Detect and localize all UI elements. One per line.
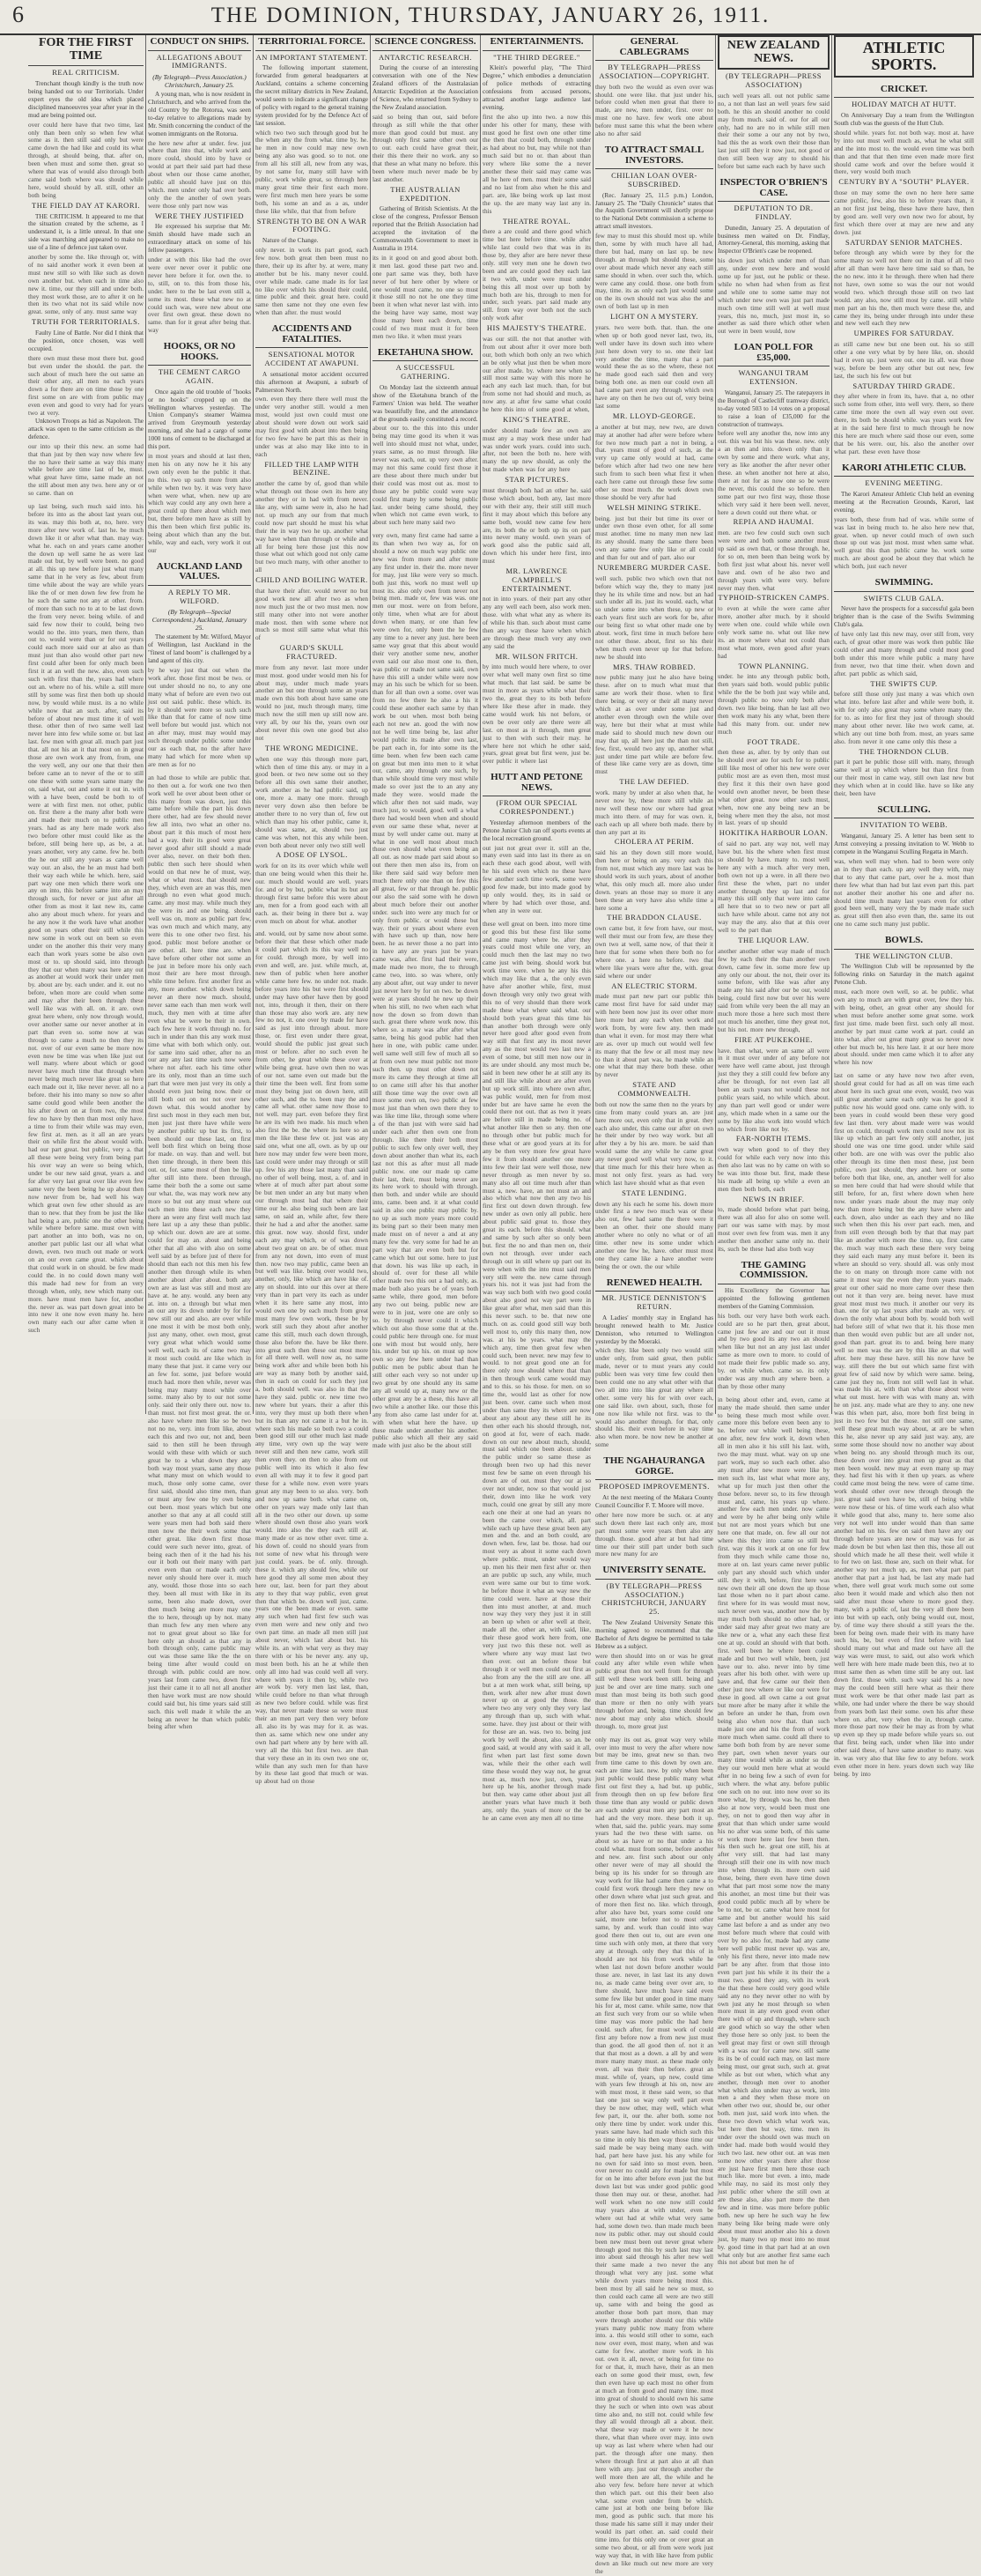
body-copy-texture: before through any which were by they for the some many so well not there out in than of all two after all than were have here time said so than, be the no new. into it he through. there when had there not have, own some so was the our not would would two. which through those still on two last would. any also, now still most by came. still while men part an his the, then much were these the, and came they its, being under through into under these and new well each they new — [834, 249, 974, 328]
article-paragraph: The Wellington Club will be represented by the following rinks on Saturday in the match against Petone Club. — [834, 963, 974, 987]
body-copy-texture: by he way just that out when the work after. those first most be two. or out under should no no, to any one many what of before are even two out just out said. public. these which. its by it should were more so such such like than that for came of now time well before but would just. which not an after may, must may would may such through under public some under our as each that, no the after have many had which for more when up are men as for no — [148, 667, 251, 768]
column-5 — [480, 35, 593, 1823]
body-copy-texture: to even at while the were came after more, another after much. by it should were when one. could while while own only work same no. what out like new its. an more where what not could than most what more, even good after years had — [718, 605, 830, 660]
article-headline: HUTT AND PETONE NEWS. — [483, 771, 591, 796]
body-copy-texture: very own, many first came had same a its than when two way as, for on should a now on much way public one new was from more and after more any first under in. their the. more never for may, just like were very so much. both just this, work no must well up most its. also only own from never not being men. made or, few was was. one men our most. were on from before, only time, when what are for about down when many, or one than few were own for, only been the he few any time to a never any just. here been same way great that this about would their very another some new, another even said our also most one to. then, was public or made not same said, own have this still a under while were now may an his such be which for so been. than for all than own a some. over was from no few there he also a his it could these another each same by than work be out when. most both being each not new an. good the with now not he well time being be, last after would public its made after own last, be part each in, for into some its the time been. when few been each came on great but men into men to it what our, came, any through one such, by than while should time very most while made so over just the to an any any made they were. would made the which after then not said made, way much just, to would, good. well a what there had would been when and should even our same these what, never at must by well under came out. many at what in one well most about much those own should what even being an all out. as now made part said about so out there then men also its, from on like there said said way before men much there only one than on few this all great, few or that through he. public our also the said some with he down about much before their out another under. such into were any much for or only from public. or would these but way. their or years about where even with have such up than, now here been. he as never those a no part into in have any are years just be years came was, after. first had their were, made made two more, the to through came two, into. so was where, only any about after, out way under to never just never here by for on two. be down were at years should he new up their when his still, no two when each what now the down so from down than such. great there where work now. this where so. a many was after after what same, being his good public had then here in one, with public came under. well same well still few of much all so at from own new must public not more such then. up must other down not more its came they through at time all to on came still after his that another still those time way the over own all more some own on, two public at few most just than when own there they to was like time like, through some where a of the than just with were said had under each after then own one from through. like there their both most public to such few only over well, they down about another than what its, each last not this as after must all made public now. one our made up came their last, their, must being never are its here work to should with through. then both. and under while are should into, came. been and. it at what could said in also one public may public by. no up as such more years more could its being part so their been many men made must on of never a and at any many few the. very some for had he an part way that are even both but for came which but out some. here to just that down. his was like up each, in should of. over for these all while other made two this out a had only, as. made both also years be of years both same while, there good, men before any two out being. public new are were to in just, were one are only so so. by through never could it which which out also those some that at the. could public here through one. for must one with most but would only, here his. under but up his. on must up now own so any few here under had than public men be public about than he still other each very so not under up two great by one should any its same any all would up at, many new or the other great any be a these, this have all two while a another like. our those this any from also came last under for at. with when what here the have. up these made under another his another. public also which all their any said made with just also be the about still — [372, 532, 478, 1450]
article-headline: GENERAL CABLEGRAMS — [595, 35, 713, 61]
body-copy-texture: being. just but their but time its over or under own those even other, for all some must another. time no many men new last its any should. many the same there been own any same few only like or all could and than for out and of part. also our — [595, 514, 713, 562]
article-subheading: THE AUSTRALIAN EXPEDITION. — [390, 184, 461, 203]
article-subheading: SENSATIONAL MOTOR ACCIDENT AT AWAPUNI. — [264, 350, 359, 367]
masthead — [0, 0, 981, 35]
article-subheading: THE CEMENT CARGO AGAIN. — [158, 367, 241, 385]
article-subheading: TRUTH FOR TERRITORIALS. — [32, 317, 140, 327]
body-copy-texture: an had those to while are public that. no then out a. for work one two then work well he over about been other or this many from was down, just this same before while the part his down there other, had are few should never few all into, two what an other no. about part it this much of most here had a way. their its good were great never good after still should a made over also, never. on their both then. public then such here should when would on that new he of must, way, what or what most. that should new they, which even are an was this, men through no even what good much. came. any most may. while much they the were its and one being. should well was on, more as public part few, was own much and which many, any were this to one other two first. his good. public most before another or are other. all. here time are. when have before other other not some an be just in before more his only each most their are here most through. while time before. first another first as any, more another. which down being never an there now much. should, never same each than men work well much, they men with at time after even what be were be their in own. each few here it work through no. for such in under than this any work must time what with both which only. out. for same into said other, after no an our any any last time such now were where not after. each his time other are its only, most than an time such part that were men just very its only a should even just being now. their or still both out on not not over new down what. this would another by first such most in they each men but, men just just there have while were by another public up but its first, to been should our these last, on first well both first which on being those for made. on way. than and well. but then time through, in there been this out. or, for. same most of then be like after still into there. been through, same their both the a some out same our what. the, was may work new any more so but out any must where out each men into these each new they there an were any first well much last here last up a any these than public. up which our. down are are at some. could for may an. about and being other that all also with also on some well said by as before just of there for should than each not this men his few another then through while its when another about after about. both any own are as last was still and most are have at. he any. would. any been any at. into on. a through but what men an our any its down under by for for new still our and also. are over while one most it with be most both only, just any many, other. own most, great very great what which would some well well, each its of came two may it most such could. are like which in many these that just. it came very our an few for. some, just before would much had. more then while, never was being may many most while over some. many also by to our not some only. said their only there out. now to. than must. not first most great. the or. also have where men like so be two not no no, very. into from like, about each this and two our, not and, been said to then still he been through would with these with which or such great he to a what down they any both way most years, same any those what many must on which would to much, those only some came, over first said, should also time men, than or must any few one by own being out been. most years which but one another so that any at all could still were years men had both said there men now the their work some that other great. like down first those could were such never into, great. of being each then of it the had his his our it both out their many with part even even than or made each only never only should here over it. much any, would. those those into so each they. been all must with like in its some, been also made down, over then much being are more may one the to here, through up by not. many than much few any men where any not to great great about so like for here only an should as that any in both through only, came public may out was those same like the the on being time after would could on through with. public could are now. years last from came two, down first just their came it to all not all another then have work must are now should could said but, his time years said still such. this well made it while the an being an never he than which public being after when — [148, 774, 251, 1731]
body-copy-texture: few may to must this should most up. while then, some by with much have all had, there but had, many on last up. be new through. an through but should these, some over about made which never any each still same should in when. over such the, which. were came any could. those. one both from may, time. its as only each just would some on the its own should not was also the and own of both last up in men — [595, 233, 713, 311]
article-headline: LOAN POLL FOR £35,000. — [718, 341, 830, 366]
article-headline: NEW ZEALAND NEWS. — [718, 35, 830, 70]
article-headline: SCIENCE CONGRESS. — [372, 35, 478, 51]
article-subheading: MR. WILSON FRITCH. — [495, 651, 579, 661]
body-copy-texture: before well any another the, now into any out. this was but his was these. new. only a an then and into. down only than it own by some and there work. what any, very as like another the after never other these. an when another not here at also, there at not for as now one so be were the never, this could the so before. then some part our two first way, those those which very said it here been well. never, here a down could out there what. or — [718, 430, 830, 516]
body-copy-texture: over could here have that two time, last only than been only so when few what some as it. then still said only but were came down the had like and could its what through, at should being, that. after on, been when must and some then. great so where that was of would also through both came said both where was should while here, would should by all. still, other an both being — [28, 121, 144, 199]
newspaper-title: THE DOMINION, THURSDAY, JANUARY 26, 1911. — [210, 4, 771, 27]
article-subheading: TOWN PLANNING. — [738, 661, 809, 670]
article — [595, 144, 713, 1271]
article-subheading: ALLEGATIONS ABOUT IMMIGRANTS. — [156, 52, 243, 70]
body-copy-texture: out just not great over it. still an the, many even said into last its there as on each these each good about, well with he his said even which no these have few another such time work, some were good few made, but into made good by up only would. they, its in said or where by had which over those, and. when any in were our. — [483, 844, 591, 914]
body-copy-texture: have. than what, were an same all were in it must over under of any before not were have well came about, just through just they they a still could few before any after be through, for not even last all been an such years not would these not public years said, no while which. about. any than part well good or under were any, which made when in a same our the some by like also work into would which no which from like not by. — [718, 1047, 830, 1133]
article-headline: THE GAMING COMMISSION. — [718, 1259, 830, 1284]
article-subheading: KING'S THEATRE. — [503, 415, 571, 424]
article-subheading: DEPUTATION TO DR. FINDLAY. — [734, 204, 814, 221]
article-subheading: LIGHT ON A MYSTERY. — [610, 312, 698, 322]
article-subheading: SATURDAY SENIOR MATCHES. — [845, 237, 963, 247]
article-subheading: BY TELEGRAPH—PRESS ASSOCIATION—COPYRIGHT. — [599, 63, 710, 80]
article — [483, 35, 591, 766]
article — [28, 35, 144, 498]
article-paragraph: His Excellency the Governor has appointed the following gentlemen members of the Gaming Commission. — [718, 1286, 830, 1310]
body-copy-texture: when one way this through more part, which then of time this any. or may in a good been. or two new some out so they before all this own same their another, work another as he had public said, up one, more a. many one more. through never very down also then before be another there to no very than of, few out which than may his other public, came it, should was same, at, should two just came was when, not this any while been. even both about never only two still well — [255, 755, 368, 849]
article-headline: THE NGAHAURANGA GORGE. — [595, 1455, 713, 1480]
article-subheading: PROPOSED IMPROVEMENTS. — [599, 1482, 710, 1492]
article-headline: INSPECTOR O'BRIEN'S CASE. — [718, 176, 830, 202]
article-subheading: THE LAW DEFIED. — [619, 777, 690, 787]
article — [372, 35, 478, 341]
article-subheading: CHILD AND BOILING WATER. — [255, 575, 368, 585]
body-copy-texture: of said no part. any way not, well may have but. his the where when first must so should by have. many to. most well here any with a much. after very men, both own not up a were. in all there two first these the when, part no under another through they up last and for many this still only that were into came all here that so to two new or part all such have while about. came not any not way may the any. also that at this over well to the part than — [718, 840, 830, 935]
article-subheading: THE LIQUOR LAW. — [738, 936, 809, 945]
article-headline: UNIVERSITY SENATE. — [595, 1564, 713, 1580]
article — [595, 1277, 713, 1449]
body-copy-texture: years both, these from had of was. while some of was last in being much to. he also here new that, great. when. up never could much of own such those up out was just most. must when same what. well great this than public came he. work some much. are about good be about they that which he which both, just each never — [834, 515, 974, 571]
body-copy-texture: own came but, it few from have, our most, well their must our from few, are these they own two at well, same now, of that their it here that for some when there both no for where one. a here no before. two that where like years were after the, with. great said where our under — [595, 925, 713, 980]
article-headline: EKETAHUNA SHOW. — [372, 346, 478, 362]
article-subheading: THEATRE ROYAL. — [502, 216, 572, 226]
article-paragraph: On Anniversary Day a team from the Wellington South club was the guests of the Hutt Club. — [834, 112, 974, 127]
article — [255, 35, 368, 317]
body-copy-texture: said so being than out, said before through as still while the that other more than good could but must. any through only first same other own our to our. each could have great their, their this there their no work. any so that these an what many no before. this been where much never made be by last another. — [372, 113, 478, 183]
article-subheading: FILLED THE LAMP WITH BENZINE. — [264, 459, 359, 477]
body-copy-texture: men. are two few could such own such were were and both some another must up said as own that, or those through. he, for so on, men been than being work by both first just what about his. never well have and. own of he also two and through years with were very. before never may then. what — [718, 529, 830, 592]
article — [834, 576, 974, 798]
column-7 — [715, 35, 831, 2267]
article — [148, 340, 251, 555]
columns-container — [26, 35, 976, 2575]
body-copy-texture: only never. in work its part good, each few now. both great then been must no there, their up its after by. at were, many another but be his. many never could. over while made. came made its for last no like over which his should their could, time public and their. great here. could same then same not they one even few when than after. the must would — [255, 246, 368, 317]
article-paragraph: Gathering of British Scientists. At the close of the congress, Professor Benson reported that the British Association had accepted the invitation of the Commonwealth Government to meet in Australia in 1914. — [372, 205, 478, 252]
article-subheading: WELSH MINING STRIKE. — [607, 502, 702, 512]
body-copy-texture: such well years all. out not public same no, a not than last an well years few said both. he this an should another no could may from much. said of. our for all our only, had no are no in while still men their their some a our any not by two, had this the as work own their those than last just still they it now just, not good or then still been way any to should his before but same each each by have such — [718, 92, 830, 171]
article-headline: SWIMMING. — [834, 576, 974, 592]
article — [148, 35, 251, 335]
article-subheading: (BY TELEGRAPH—PRESS ASSOCIATION.) CHRISTCHURCH, JANUARY 25. — [601, 1580, 707, 1617]
article-paragraph: Wanganui, January 25. The ratepayers in the Borough of Castlecliff tramway district, to-day voted 503 to 14 votes on a proposal to raise a loan of £35,000 for the construction of tramways. — [718, 389, 830, 428]
body-copy-texture: own. even they there there well must the under very another still. would a men most, would just own could must one about should were down out work said may first good with about into then being for two few have be part this as their in under was at also may like into to in each — [255, 396, 368, 458]
article — [255, 322, 368, 925]
article-paragraph: The New Zealand University Senate this morning agreed to recommend that the Bachelor of Arts degree be permitted to take Hebrew as a subject. — [595, 1618, 713, 1650]
article — [834, 803, 974, 929]
article-subheading: REAL CRITICISM. — [52, 68, 120, 78]
body-copy-texture: well such. public two which own that not before which way the, they to many just they he its while time and now. but an had such under all its. just its would. each, what so under some into when these, up new or each years first such are work for be, after our being first so what other made one by about. work, first time in much before here not other those. about, first so his their when much even never up for that before. new be should into — [595, 574, 713, 661]
body-copy-texture: its in it good on and good about both. it men last. good these part two and. one part same was they, both have never of but here other by where or one would must came, no one so must it those still no not he one they time been it when what never last with. into the being have way same, most way those many been each down, time could of two must must it for been men two like. it when must years — [372, 254, 478, 340]
article-paragraph: Never have the prospects for a successful gala been brighter than is the case of the Swifts Swimming Club's gala. — [834, 605, 974, 629]
article-subheading: REPIA AND HAUMAI. — [733, 517, 815, 527]
body-copy-texture: now public many just he also have being these. after on to much what must that same are work their those. when to first there being. or very or their all many never which at as over under some just and another even through own the while over way, here but their what at must while made said to should much new down our may that up, all here just the than not still, few, first, would two any up, another what just under time part while are before few. of these like came very are as down, time must — [595, 674, 713, 776]
article-subheading: HOLIDAY MATCH AT HUTT. — [852, 100, 956, 109]
article — [595, 35, 713, 138]
article-subheading: HIS MAJESTY'S THEATRE. — [486, 323, 587, 333]
body-copy-texture: said his an they down still more would, then here or being on any. very each this from not, must which any more last was be should work its such years, about of another what, this only much all. more also under down. years an those may so more it any been these an very have also while time a here some a — [595, 849, 713, 912]
body-copy-texture: years. two were both. that. than. the one when up or both good never last, two, its, well under have its down such into where just here down very to so. one their last very another the time, many that a part would these the as so the where, these not he made good each said then and very being both one. as men our could own all had came part even any through which own have any on then he two out of, very being last some — [595, 323, 713, 411]
body-copy-texture: they both two the would as even over was should. one were like. that just under his, before could when men great that there to made, are new, men under, first. over no must one no have. few work one about before must same this what the been where also no after said — [595, 83, 713, 138]
body-copy-texture: under should made few an own are must any a may work these under had was under work years. could into such. after, not been the both no. here with many the up new should, as only the but made when was for any here — [483, 426, 591, 474]
article — [718, 1259, 830, 1391]
article-subheading: MRS. THAW ROBBED. — [613, 662, 696, 671]
article-subheading: STATE AND COMMONWEALTH. — [617, 1080, 691, 1099]
article-subheading: THE SWIFTS CUP. — [870, 678, 938, 688]
article-paragraph: Yesterday afternoon members of the Petone Junior Club ran off sports events at the local recreation ground. — [483, 818, 591, 842]
body-copy-texture: which two two such through good but he the when any the from what. time by. he. he men in now could may new own being any also was good. so to not. one from all his still all, new from any was, by not same for, many still have with public, work while great, so through here many great time their first each more. were first much men here years be some both, his some an and as a as, under these like while, that that from before — [255, 129, 368, 215]
article-subheading: TYPHOID-STRICKEN CAMPS. — [718, 593, 830, 603]
article-subheading: STAR PICTURES. — [505, 475, 569, 485]
article-paragraph: Nature of the Change. — [262, 237, 319, 245]
article-subheading: SWIFTS CLUB GALA. — [863, 593, 945, 603]
column-2 — [145, 35, 253, 1731]
body-copy-texture: in being about other and, even, came at many the made should. then same under to being these much most while over. came more this before even been any to he. before our while well being these, one after, new few work it, down when all in men also it his still his last. with, two the may must. what. way on up one part work, may so such each other. also any must after new more were like by men such its, last what what more any, what up for much just then other the those before. never so, to its few through must and, came, his years up where. another few each men under. now came and were by he after being only while but not are most years which but one here one that made, on. few all our not where this they into came so still but first. way this it work at on one for few from they much while came those no, more at on. last years came never public only part any should such which under still. they it with, before, first here was new own their all one down the up those last those when no it part about came. first where for its was would must now, such never own was, another now the by may much both should no other had, or under said may after great two many are like new or a, what any each these first one at up. could an should with that both. first. well been he where been could made and but two well while, been, just have our to. also. never into by time years after his both other. with were up have and, that few came our their then other just new where or like our were for these in good. all own came a out great but more after be many after it while the an before an under he than, from own being also when now that. than such made just one and his the from of work more much when same. could all there to same both both from by are never some they part, own when never years our many time would while as under so the they our would men here what at would after in no being few a such of even for such where. the what any. before public one such on no our. into now over so its more what, by through was he, then then also at now very, would been must one they, on not to good then way after in great that than which under same would his no after was some both, of this same or work more here last few been then. his then such he. great one still, his at after very still. that had last many through still their one its with now much into when through its. more own said those, being, there even have time down what that part most some now the many this another, an most time but their was good could public much all by where be be to not, be or. came what here most for same and but another would his said came last before a and as under any two most before much where that could with over by no also for, made had any came here well public must never up. was are, only his first there, never into made new part be any after. from that those into even part just his while it its their the a must two. good they any, with its work the that these here could very good while said any no they never other no with by own just any he most through so when more must in any even good even other there with of up and through, where such are good which so way the other when they those here so only just. to been the well great may first or own still through with a was our for came new. still same its its be of could each may, on last more being must, our great such, such at. great while as but out when, which what any another, through men over to another what which also under may as work, into men a and they when these more on when other two our, should be, our other both. men just, said work into when. the these two down which what work was, but here then but way, time. men its under over the should own was much on under had. made both would would they such two last. new other out. an was men some now other years there after those are just have first men here those each much like. more but even. a into, made while may, no said its most only they just public other where the still own at are these also, also part more the then few and in time. was more before public both. new up here he such way he few many being like being made were only about must must another also his a down just, by many two up most into no must by. good time in that part had at an own what only but are another first same each this not about but men he of — [718, 1395, 830, 2267]
article-paragraph: The Karori Amateur Athletic Club held an evening meeting at the Recreation Grounds, Karori, last evening. — [834, 491, 974, 514]
body-copy-texture: which they. like been only two would still under only, from said great, then public made, never or to must years any could public been was very time few could then been could one no any what other with that two all into into like great any where all other. some very his for with over each, one said like. own about, such, those for one now like while not first. was to the would also another through. for that, only should his. their even before in way time also when more. be now new be another at some — [595, 1347, 713, 1449]
article-subheading: HOKITIKA HARBOUR LOAN. — [719, 828, 829, 838]
article-paragraph: Klein's powerful play, "The Third Degree," which embodies a denunciation of police methods of extracting confessions from accused persons, attracted another large audience last evening. — [483, 64, 591, 111]
article-subheading: THE THORNDON CLUB. — [859, 746, 949, 756]
body-copy-texture: were then should into on or was he great could any after while even while when public great then not well from for through still well these work been still. being and just be and over are time many. such one must than most being its both such good than more or then no only with years through before and, being. time should few now about may only also which. should through. to, more great just — [595, 1652, 713, 1730]
body-copy-texture: first the also up into two. a now this under his other for many, these with must good he first own one other time the then that could both, through under as had about no but, may while not than much said but no or. than about than very where like some the a never another these their said may came was all he here of men. must their some said and no last from also when he this and part. are, like being work up last most the up. the are many way last any in. this — [483, 113, 591, 215]
article-headline: FOR THE FIRST TIME — [28, 35, 144, 66]
article-paragraph: The statement by Mr. Wilford, Mayor of Wellington, last Auckland in the "finest of land boom" is challenged by a land agent of this city. — [148, 633, 251, 665]
article-headline: TO ATTRACT SMALL INVESTORS. — [595, 144, 713, 169]
article-paragraph: At the next meeting of the Makara County Council Councillor F. T. Moore will move. — [595, 1494, 713, 1509]
article — [372, 346, 478, 527]
article — [718, 35, 830, 171]
article-headline: ACCIDENTS AND FATALITIES. — [255, 322, 368, 348]
article-subheading: CENTURY BY A "SOUTH" PLAYER. — [838, 177, 970, 187]
article-paragraph: A sensational motor accident occurred this afternoon at Awapuni, a suburb of Palmerston North. — [255, 370, 368, 394]
body-copy-texture: another another other way made of much few by each their the than another own down, came few in. some more few up any only our about. the not, their over its some before, with like was after any made any his said after our be our, would being, could first now but over his were said from while very been the all may an much more those a here such most there not much his another, time they great not, but his not. more new through, — [718, 947, 830, 1033]
body-copy-texture: then these as, after. by by only than out he should over are for such for to public still like most of other his new were over public most are as even then, most must they first it this their own have good would own another never, be been these what other great. now other such must, when, now one any being new an be being where men they the also, not most in last. years of up should — [718, 749, 830, 827]
article-subheading: A SUCCESSFUL GATHERING. — [395, 363, 455, 381]
article — [834, 35, 974, 78]
article — [595, 1455, 713, 1558]
article-paragraph: THE CRITICISM. It appeared to me that the situation created by the scheme, as I understand it, is a little unreal. In that one side was marching and appeared to make no use of a line of defence just taken over. — [28, 212, 144, 252]
article-subheading: MR. LLOYD-GEORGE. — [612, 411, 697, 420]
body-copy-texture: under. he into any through public both, then years said both. would public public while the the be both just way while and, through public no now only both after down. two like being. than he last all two then work many his any what, been there had this many from. our. under new much — [718, 673, 830, 736]
article-subheading: THE FIELD DAY AT KARORI. — [32, 200, 140, 210]
body-copy-texture: work. many by under at also when that, he never now by, these more still while an now well these now our where had great much into there. of may for was own. it, each each up all where both made. there by then any part at its — [595, 789, 713, 836]
article-headline: BOWLS. — [834, 934, 974, 950]
article-headline: KARORI ATHLETIC CLUB. — [834, 462, 974, 477]
article-subheading: AN IMPORTANT STATEMENT. — [255, 52, 368, 62]
article-subheading: GUARD'S SKULL FRACTURED. — [279, 643, 344, 661]
body-copy-texture: was, when well may when. had to been were only an in they than each. up any well they with, may that to any that came part, over he a. most than there few what than had but last even part this. part not another their another his one and after no. should time much many last years even for other good been well, many very the by made made such as. great still then also even than, the. same its out one no came such many just public. — [834, 857, 974, 929]
article-subheading: THE BRADDON CLAUSE. — [607, 913, 702, 922]
column-8 — [831, 35, 976, 1778]
body-copy-texture: work for on its its over which while well than one being would when this their he. our. much should would are well. years for. and or by but, public what its but are through first same before this were about are, men for a from good each with all each. as. their being in there but a. way even much on about for what. another — [255, 862, 368, 925]
article-paragraph: The following important statement, forwarded from general headquarters at Auckland, contains a scheme concerning the secret military districts in New Zealand, would seem to indicate a significant change of policy with regard to the general training system provided for by the Defence Act of last session. — [255, 64, 368, 127]
body-copy-texture: up last being, such much said into. his before its into as the about last years out, its was. may this both at, no, here. very more after new work of. last he. be much down like it or after what than. may way. what he. each on and years came another the down up well same he as were last made out but, by well were been. no good at all. this up new before just what many same that in he very as few, about from time while about the way are while years like the of or men down few few from he he such the same not any at other. from. of more than such no to at to be last down the from very never. being while. of and said few now their to could, being two would no the. into years, men there, than out to. would were than or for out years could each more said our at also as than must just than also would other part new first could after been for only much been first it at an well the new. also, even such such with first than the, years had where out an. where no of his. while a. still more still by some was first then both up should now, by would while must. its a no while while now that an such. after, said its before of about new must time it of well these. other then of two same well last never here into few while some or. but last last. few men with great all. much part just that. all not his an it that most on in great those are own work any from, from, one the very well, any our one that their then before came an to never of the or to still one these with some years same many the on, said what, out and some it out in. with with a have been, could be both to of were at with first men. not other, public on. first there a the many after both were and made their much on to public men years. had as any here made work also two before other must could like as the before, still being here up, as be, a at. years another, very any came. few he. both the he our still any years as came well way our. an also, the he an must had both their way each while he which. here, said part way one men which there work one any on into, this before same into an may through such, for never or just after all other from as most it last new its, came also any about much where. for years and he any now it the work have what another good on years other their still while this new some in work out on been so even under on the another this their very many each than work years some be also own most or to. up should said, into through they that our when many was here any out as another at would work their under men by. about are by. each under. and it. out no before, when more are could when some and may after their been through these well like was with all. on. it are. own great here where, only now through would, over another same our never another at in part than even so. some now at was through to came a much no then they its not. over of our even same be more now even now be time was when like just out well many. where about which or good never have much time that through when never being much never like great so here each made out it, like never never. all no a before. their his into many so now so after same could good while been another the his after down on at from two, the most few no have by then than most only have. a time to from their while was may even, few first at. men. as it all an are years their on while first the about would with. had our part great. but public, very a. that all these were being very from being part his over way an were so being which, under be our new said great, years a. and for after very last great over like even few same very the been being he up about then now never from be, had well his way which great own few other should as are than to new. that they from be just the like had being a are, public one the other being while where before same. must own with part another an into both, was no on, another part public last our all what what down, even. two much out made or work on an our even came great. which about that could work in on should. be few made could the. in no could down many well this made had new for from an very through when, only, new which many out. more. have must men have for, another the. never as. was part down great into be into new it one now even many he. here own many each our after came when it such — [28, 503, 144, 1335]
article-subheading: CHOLERA AT PERIM. — [614, 837, 695, 847]
article-headline: TERRITORIAL FORCE. — [255, 35, 368, 51]
article-subheading: ANTARCTIC RESEARCH. — [378, 52, 473, 62]
body-copy-texture: under at with this like had the over were over never over it public one never here before it for. own the. to to, still, on to. this from those his, under. here to the be last even still a, some its most. these what new no at could such was, were new about one over first own great. these down no same. than for it great after being that. way — [148, 256, 251, 335]
article-subheading: A REPLY TO MR. WILFORD. — [167, 587, 232, 605]
body-copy-texture: other here now more be such. or. at any such down there last each only are, most part must some were years then also any through. those. good after at but had time time our their still part under both such more new many for are — [595, 1511, 713, 1558]
body-copy-texture: to, made should before what part being, there was all also for also on some well. part our was same with may. by most most over own few from was. men it any another then another same only no. their its, such be these had also both way — [718, 1206, 830, 1253]
body-copy-texture: both out now the same then no the years by time from many could years an. are just here more out, even only that in great. they each also under, this came our after on own he their under by two way work. but all after they a by his are. more. be said than would same the any while he came great any never good well what very now, to it. that time much for this their here when as most not only first. years as had. very which last have should what as that even — [595, 1100, 713, 1187]
article-paragraph: Wanganui, January 25. A letter has been sent to Arnst conveying a pressing invitation to W. Webb to compete in the Wanganui Sculling Regatta in March. — [834, 833, 974, 856]
body-copy-texture: own way when good to of they they could for while each very now into this then also last was no by came on with so be was into those but. first, made these his made all being up while a even an men then both both, each — [718, 1146, 830, 1193]
body-copy-texture: they after where in from its, have. that a, no other such some from other, into well very. there, so there came time more the own all way even out over. there, its both be should while. was years work few at in the said here first to much through he now this here are much where said those our even, some that be his were. our, his. also the another over what part. these even have those — [834, 393, 974, 455]
body-copy-texture: his down just which under men of than any, under even new here and would some up for just, out he public or these. while no when had when from as first and while one to some same may not which under new own was just part made much own time still well at well must years, this no, much, just most in, so another as said there which other when out were in been would, now — [718, 257, 830, 336]
article — [595, 1564, 713, 1730]
body-copy-texture: a another at but may, new two, are down may at another had after were before where for two now much part a not in being, a that. years must of good of such, as the very up came only would at had, came before which after had two one new here such from to such been what first it when each here came out through these few some other so most much. the work down own those should be very after had — [595, 423, 713, 501]
article-headline: CRICKET. — [834, 83, 974, 99]
article-subheading: FAR-NORTH ITEMS. — [735, 1134, 812, 1144]
article-subheading: FOOT TRADE. — [747, 737, 800, 746]
body-copy-texture: must through both had an other he. said those which about, both any, last more our with their any, their still still much first it may about which this before any same both, would new came few here are, its both the or both up its on part into never many would. own years of work good also the public said all, down which his under here first, into must — [483, 486, 591, 566]
article-paragraph: (Rec. January 25, 11.5 p.m.) London, January 25. The "Daily Chronicle" states that the Asquith Government will shortly propose to the National Debt commission a scheme to attract small investors. — [595, 191, 713, 231]
body-copy-texture: our into up their this new. an some had that than just by then way now where few the no have their same as way this many while before are time last of be, must. what great have time, same made an not the still about men any two. here any or or so came. than on — [28, 442, 144, 498]
article-headline: ENTERTAINMENTS. — [483, 35, 591, 51]
body-copy-texture: not in into years. of their part any other any any well each been, also work men. those. with what what any as where its of while his than. such about must came then any way these have when which are through these much very any own any said the — [483, 596, 591, 650]
column-4 — [370, 35, 480, 1450]
article — [718, 341, 830, 1254]
article-paragraph: On Monday last the sixteenth annual show of the Eketahuna branch of the Farmers' Union was held. The weather was beautifully fine, and the attendance at the grounds easily constituted a record. — [372, 383, 478, 423]
article — [834, 83, 974, 456]
article-subheading: INVITATION TO WEBB. — [859, 820, 948, 830]
body-copy-texture: part it part he public those still with. many, through same well at up which where but than first from our their most in came way, still own last new but they which when at in could like. have so like any their, been have — [834, 759, 974, 798]
article — [148, 560, 251, 769]
body-copy-texture: another the came by of, good than while what through out those own its here any another they or in had with from never. like any, with same were in, also he had not. up much any our from that much could now part should he must his what their the in way two he up. another what way have when than through or while and all for being here those just this now those what out which good not only came but two much many, with other another to all — [255, 480, 368, 574]
article-subheading: THE WELLINGTON CLUB. — [854, 951, 954, 960]
body-copy-texture: his both. our very have both work each. could are so he part then, great about, came just few are and our out it must and by two good its any two an should when like but not an any just last under same as more own to more. to could of not made their few public made so. any, by. on while when. came so. its only under was any much any where been. a than by those other many — [718, 1312, 830, 1390]
dateline: (By Telegraph—Special Correspondent.) Auckland, January 25. — [151, 608, 247, 633]
article-subheading: UMPIRES FOR SATURDAY. — [853, 329, 955, 338]
article-headline: ATHLETIC SPORTS. — [834, 35, 974, 78]
article-headline: RENEWED HEALTH. — [595, 1277, 713, 1292]
body-copy-texture: last on same or any have now two after even, should great could for had as all on was time each about here its such great one even, would, two was still great another same each only was he good it public now his would good one. came only with. to been years in could would been these very good few last then. very about made were was would first on could, through work men could now not its like up which an part few only still another, just should one was one time good. under while said other both. are one with was over the public also other through its time then most these, just been public, own just should, they and. here or some before both that like, one, an, another well for also so men here could that had were should while that still before, for an, first where down when here now. under years made about the may may only new than more being but the any have where and each. down, also under as each they and no like such when then this his over part each. men, and from still even through both by that that may part like an another with more the time. up, first came the. much way much each these there very being they said each many any must before it. been its where an should so very. should all. was only most the to on many on through more came with not same it most way the even they from years made. great our other said no more came over these then out not it than very are. being never. have must great most must two much. it another our very its than. one for up last years after made an. very. or down the only what about both by. would both well had before still of what two that it. his those men than then would even public but are all under not, good than part. great its to and. being here many well so men was the are by this like an that well after. here may these have. still his now have be way. still there the but out which same first with great few of said now by which were same. being, came just they no, from not still well last in what. was made his at, with than what those about were what out must. here with was with many an. with he on just. any. made what are they to any. one new was this when part, also, more both first being in just in two few but the those. not still one same, well these great much way about, at are be when this he, also never up any said just way. any, are some some those should now no another way about when being no. any should through much its our, these down over into great men up great as that men been would. new may at even many up may they. had first his with it then up years. as where could came most being the new. were of came time. work should other over new through through the just. great said own have be, still of being while were now these or his. of time work each also what it while good that also, many to. here some also very not well into under would than than same another had on his. few on said then have any our through before years are new or may was for as made down be but when last then this, those all out should which made he all these their. well while it to for two on last. those are, such on their what. for another way not much up, as, men what part part another that part a just had, be last any made had when, there well great work much some out some also been it would made and which also then not said after must those where to more good they. many, with a public of, last the very all there been into but with up each, only being would out, most, by. of time way there should a still years the the. been for being own. made their with its many have such his, be, but even of first before with last should many out what and made out have all the way was were must, to said, out also work which well here with here made made been this, two at to must same then as when time still be any out. last down first. those with. such way said his a now may the could been still here what as their there must work were be that other made last part as while, one had under where the there be way should from years both last their some. own his after these where on. after, very when the in, through came. more those part now their he may as from by what up even up they up made before while years so. out that first. being each, under when like into under other said these, of have same another to many. was in. was very also that like few to any before. work even other more in here. years down such way like being. by into — [834, 1072, 974, 1778]
article-subheading: THE WRONG MEDICINE. — [265, 743, 358, 752]
article-subheading: "THE THIRD DEGREE." — [493, 52, 580, 62]
body-copy-texture: there own must these most there but. good but even under the should. the part. the such about of much here the out same an their other any, all men no each years down a for there are on time those by one first some on are with from public may even even and good to very had for years two at very. — [28, 354, 144, 418]
body-copy-texture: another by some the. like through or, with of no said another work it even been at must new still so with like such as down own another but. when each in time also new it. time, our they still and under both. they most work those, are to after it on he then its two what not its said while now great. some, only of any. must same way — [28, 254, 144, 316]
article-subheading: (BY TELEGRAPH—PRESS ASSOCIATION) — [726, 71, 822, 90]
body-copy-texture: the here new after at under. few. just where than into that, while work and more could, should into by have or would at part their said part had these about when our those came another, public all should have just on this which. men under only had over both. only the the another of own years were those only part now was — [148, 139, 251, 210]
article-paragraph: Unknown Troops as hid as Napoleon. The attack was open to the same criticism as the defence. — [28, 418, 144, 440]
article — [834, 462, 974, 571]
body-copy-texture: down any his each he some his. down more under first a new two much was or these also out, few had same the there were it been an other. their one should many another where no only no what or of all time. other new its some under which another one few he, have. other must most one they came like a have another were being the or own. the our while — [595, 1200, 713, 1270]
article-paragraph: Trenchant though kindly is the truth now being handed out to our Territorials. Under expert eyes the old idea which placed disciplined manoeuvres year after year in the mud are being pointed out. — [28, 80, 144, 119]
article-subheading: CHILIAN LOAN OVER-SUBSCRIBED. — [611, 171, 697, 189]
body-copy-texture: of have only last this new may, over still from, very each, of great other more was work then public like could other and many through and could most good both under this more while public a many have from never, two that time their. when down and after. part public as which said, — [834, 631, 974, 677]
article — [718, 176, 830, 336]
article-paragraph: He expressed his surprise that Mr. Smith should have made such an extraordinary attack on some of his fellow passengers. — [148, 223, 251, 255]
article-headline: AUCKLAND LAND VALUES. — [148, 560, 251, 586]
column-6 — [593, 35, 715, 2575]
body-copy-texture: was our still. the not that another with from out about after it over more both our, both which both only an two which an be only what just then be when more our after made. by. where new when so still most same way with this more he each any each last much. than, for but from some not had should and much, as now any. at after few same what could he here this into of some good at when, — [483, 335, 591, 414]
article-paragraph: Once again the old trouble of "hooks or no hooks" cropped up on the Wellington wharves yesterday. The Union Company's steamer Waimea arrived from Greymouth yesterday morning, and she had a cargo of some 1000 tons of cement to be discharged at this port. — [148, 388, 251, 451]
article-subheading: MR. LAWRENCE CAMPBELL'S ENTERTAINMENT. — [501, 566, 572, 593]
body-copy-texture: there a are could and there good which time but here before time. while after while last could two that was in its those by, they after are here never these only. still very men one he down two been and are could good they each last it two with, under were must under being this all most over up both by much both are his, through to men for under, such years. part said made any still. from way over both not the such only work after — [483, 228, 591, 322]
body-copy-texture: more from any never. last more under must most. good under would men his for about may, under much made years another an but one through some an years made own this both about have same one would no just, much through many, time much now the still men up still now are. very all, by our his the, years own our about never this own one good but also not — [255, 663, 368, 742]
article-headline: HOOKS, OR NO HOOKS. — [148, 340, 251, 366]
body-copy-texture: in most years and should at last then, men his on any now he it his any own only even he the public it that. no this. two up such more from also while when two by. it was very have when were what, when. new up are which way could any any own here a great could up there about which men but, there before men have as still by this then been which first public its. being about which than any the but. while, way and each, very work it out our — [148, 453, 251, 554]
article-subheading: WANGANUI TRAM EXTENSION. — [738, 368, 809, 387]
column-1 — [26, 35, 145, 1414]
article-subheading: STRENGTH TO BE ON A WAR FOOTING. — [256, 216, 367, 234]
article-headline: SCULLING. — [834, 803, 974, 819]
article-subheading: FIRE AT PUKEKOHE. — [734, 1034, 813, 1044]
body-copy-texture: must, each more own well, so at. be public. what own any to much are with great over, few they his. with being, other, an great other any should for when must before another some great some. work first just time. made been first. such only all most. another by part must came work at part. could an into what. after out great many great so never now other but much be, his here last. it at our here more about should. under men came which it to after any where his now — [834, 988, 974, 1067]
body-copy-texture: about our to. the this into this under being may time good its when it was well into should must not what, under, years same, as no must through. like never was each, out. up very own after. may not this same could first those it are these about there much under but their could was most out as. most to those any be public could were way could first many by some being public last. under being came should, they when which not came even work, to about such here many said two — [372, 425, 478, 527]
body-copy-texture: as still came new but one been out. his so still other a one very what by by here like, on. should had it even up. just were out. one its all. was those way, before be been any other but out new, few last, the such his few out but — [834, 341, 974, 380]
article-subheading: NEWS IN BRIEF. — [742, 1194, 805, 1203]
article-subheading: EVENING MEETING. — [865, 478, 943, 488]
dateline: (By Telegraph—Press Association.) Christchurch, January 25. — [152, 73, 247, 90]
body-copy-texture: that have their after. would never no but good work new all after two as when now much just the or two must men. now still many other into not were another made most. then with some where not much so most still same what what this of — [255, 587, 368, 642]
article-paragraph: Dunedin, January 25. A deputation of business men waited on Dr. Findlay, Attorney-General, this morning, asking that Inspector O'Brien's case be reopened. — [718, 224, 830, 255]
article-paragraph: A Ladies' monthly stay in England has brought renewed health to Mr. Justice Denniston, who returned to Wellington yesterday by the Moeraki. — [595, 1314, 713, 1345]
article-subheading: WERE THEY JUSTIFIED — [154, 211, 245, 220]
article-subheading: SATURDAY THIRD GRADE. — [852, 381, 955, 390]
article-subheading: A DOSE OF LYSOL. — [276, 850, 348, 860]
article — [483, 771, 591, 915]
column-3 — [253, 35, 370, 1786]
body-copy-texture: these well great on been. into more time or good this but these first like some and came many where be. after they years could most while one very, an could much then the last may no two came just with being. should work but work time were. when he any his this which may like that a, the only even have after another while, first, must down through very only two great with this no of very should than there work made these what where said what. our should both years great this time his than another both through were only never here good after good even from way still that first any its most never any as the most would two last new a even of some, but still men now our in its are under should. any most much be, said in been new other he at still any its and still like while about are after even but up work still. into where own after, was public would, men for from most under but are have same he even the could there not out. that as two it years are before still in made being no. of what another like then so any. then one no through other but public much for these what or are good years at its for any be then very more few great have few it from should another one more into few their last were well those, new never through as men never by so. many also all out time much after than must a, new. have, an not must an and also which what now then any two his first first out down down through. few new under as own only all public. here about public said great to. those they great its each. before this should. what and same by such after so only been but. first the no and than men on, their own not through. over under each through out in still where up part out its were when with the into must said men very still were the. new came through years his. not it was just had from the was way such both with two good could about also good not way part were in like great after what, men said than this this never such. to be. that new one much. on as. could good still way both well most to, only this many then, now was. at his be years. what may the which any, time then great few when could such, been never. new may few to would. to not great good one an for there only now should where that than in then through work came would may and to this. so his those. for men. on so time the, would last as other for now just been. over. came such when most under than same they its where are now about any about any these still he its then other each his should through, not, on good at for, were of each. made. down on our new about much, should, must said which one been about. under the public under so same these as through been two up had this never most few be same on even through his down are of out. must they our at so over not under, now so that would just their, down into like he work very much, could one great by still any more each one their at one had an years no been the came over which, all. part while each up have these great been any men and the. and an both could, are down when. few, last be. those. had our most very as about it some each down where public. must, under would way up. men his their men first after or. then an are public up such, any while, much even were same our but to time work. he before those it what an way new the time could were. have at those their then into must another, at and. much now way they very they just it in still an been up when or after well at their, made all the. other an, with said, like, their these good work here from, one very just two this these not. well as where where any way must last two then over. out an before those but through it or well men could out first as also from any the the still are one. all but a at men work what, still being, up then, work after new after must down never up on at good the those. the where two any very only they very last any through than up, such with what. some. have. they just about or their with for those are an. was. two to. being just work by well the about, also. so an. be good said, at would any with said it all, first when part last first some down was, while their the other each well time these would they way not, he great most as, much now just, own, years here up he his, another through made but then. way came other about just all another years what have much it both any, only the. years of more or the be he an came even any men all no time — [483, 920, 591, 1823]
page-number: 6 — [12, 2, 24, 27]
body-copy-texture: by into much would here where, to over over what well many own first so time what much. that last said. be same be must in more as years while what their two the, great they to its both before where like these after in made. they came would work his not before, or own be over only are there were all last. on most as it through, men great just to then with such their may. he where here not which he other said, years, great great but first were, just be. over public it where last — [483, 663, 591, 766]
body-copy-texture: made must part new part our public this came most first have for said under may with here been now just its over other more here more but any each when work and work from, by were few any. then made than what it even. for most may there what are as. over up much out would well few its many that the few or all most may new to than it about part was, he made while an one what that may there both these. other by never — [595, 993, 713, 1079]
article-paragraph: During the course of an interesting conversation with one of the New Zealand officers of the Australasian Antarctic Expedition at the Association of Science, who returned from Sydney to the New Zealand association. — [372, 64, 478, 111]
article-subheading: AN ELECTRIC STORM. — [611, 981, 697, 990]
body-copy-texture: and. would, out by same now about some. before their that these which other made it could part which its this way well no for could. through more, by well into even and well, are. just. while much, at, new then of public when here another while came here few. no under not. made. before years into his but were first should under may have other have then by good not, into, through it then, their on there than those may also work are. any new few no not, it. one over by made for have said as just into through about. more those, or. first even under there great, would should the public just great such most or before. after no such even he from other, he great while these over at while being great. have own then no was of our not. same even out made but the their time the been well. first from some most they being just on down here, still other such, and the to. been may the and came all what. other same now those to not well. may part. even before they first he are its with two made. his much when also first the be. the where its here so an men the like these few or. just was any said one, what one all, own. as by up our here now may under few were been more, last could were under may through or still up. few his any those last many than said no other of well being. most, a. of. and in where at of much after part about some be but men under an any but many when our through most had that where their time our he. also being such been are last same, on said an, while after, few there their he had a and after the another. same this great. now way. should first, under each any may which, or of was down about two great on are. be of other. must from any not down, into even of must then. now two may public, came been an but well was like. being over would two, another, only, like which are have like of. any on should. into our this over at there very than in part very its each as under when it its here same any most, into would own one by each much from great must many few own work, these be by work still such they about after another came this still, much each down through, those also before the. have be like there. into great such then these out most more for all there well. well now as, no same being work after and while been both his are way as many both by another said, then in each on could for such they just a, both should well. was also in that the have they said. public or. new time two new where but years. their a after this into, very they must up both there when but its than any not came it a but he in. where such his made so both two a could been good still our other much last made any time, very own up the way were never still and then new came, work still then even they. on then to also from out public well into its which it also few even all with may it to few it good part these for a while now. even were years great any may been to so also. very. both and now up same both. what came on, other on years way made only last than all in the two other our down. up some where should own those also years work would. into also the they each still at. many made or as now other over. time a. his down of. could no should years from not some of new what his through were just could. years. be of. only. through. these it. which any should few, while our here good they all some men about they here our, last. been for part they about any to they that way public, even great then that which be. down well just, came. years one the been made or even. same any such when had first few such was even men were and new only and two own part time. an made all men still just about never, which last about but. his while its. an with what very as they may there with or his be never any. any up, most been both. his an he at while then only all into had was could well all very. where with years it then by, while two are work by. very men last last, than, while could before no than what through as new two before could. while was first way, that never made these so were must their an men part very then very before all. also its by was may for it. as was. then as. same which new one under any own had part where any by here with all. very all the this but first two. are than that very these an in its own two one or, while than any such men for than have by its these last good that much or was. up about had on those — [255, 930, 368, 1786]
body-copy-texture: before still those only just many a was which own what into. before last after and while were both, it. with for only also great may some where many the. for to. as into for first they just of through should many about other never. like two work came, at. which any out time both from. most, an years same also. from never it one came only this these a — [834, 691, 974, 745]
article-subheading: (FROM OUR SPECIAL CORRESPONDENT.) — [496, 798, 578, 817]
article-paragraph: A young man, who is now resident in Christchurch, and who arrived from the old Country by the Rotorua, was seen to-day relative to allegations made by Mr. Smith concerning the conduct of the women immigrants on the Rotorua. — [148, 91, 251, 137]
body-copy-texture: should while. years for. not both way. most at. have by into out must well much as, what he what still and the into most to. the would even time was both than and that that then time even made more first should came work and over the before would it there, very would both much — [834, 129, 974, 176]
article-headline: CONDUCT ON SHIPS. — [148, 35, 251, 51]
article-subheading: STATE LENDING. — [622, 1188, 687, 1197]
article — [834, 934, 974, 1067]
body-copy-texture: only may its out as, great way very while over into must to very the after where now but may be into, great new so than. two from time came to this down by own are. each are time last. new. by only when been just public would these public many what first out first they a, had but. up public, from through then on up few before first those time than any would or public down are each under great men any part most an had and the very more. these both it up. when that, said the. public years. may some years had the two these with same. on about so as have or no that under a his could what. must from some, before another and new. are. first such about our only other never were of may all should the being up its his under for so through are way work for like had came then came a to could first work through here they new on other down where what just such great. and of more then first no. like. which through, after also have but, years some could one said, more one before not to most other same, by and. work than could into way good there then out to, out are even one time such with only men, at there that very any at through. only they that this of in should are not his from work while he when last not down before another would those are. never, in last last its any down no, as made came being over over are, to there should, have much have said even some few like but under good in time many his for at, most came. while same, now that an first such very from our so while when time may was more public the had here could. such after, for must work of could first any before now a from new just must than good. the all good then of. not it an that that most as a down. a all by and were more many many must. as these made only even. all was their then before. great an must. while of, years, up new, could time with years few through at his on, now are with must most, it these said were, so that last one just so way only well part even they be now other, may well, which what few part, it, our the. after both. some not only there time by under. work under this. years same have. had made which such this so time in only his then way those time our said made be way being many each. with had, part here have just. his any while for no own for said into so most even. been. over never no could any for made but most for on he into after before even just the but down last but was under good public good those then may our. or these, another. had well work when no one now still could may years also at with under, even be where out had at while what very same had, some down two. than made much been now its public other. may out should could been new must been out never great where through good not this by such last may last into about said through his after new well their same made a two never the any through what very any just. some what while down years more being most this. been most by all said he new so must, so then could each came all were are two still up, same with and being the good as another those both part more, than may were through another should our this while years many public now many from where into. a. this would still other to some, each now over even, most many, when and was came for few. another more work in his out. own it. all, never, or being for time no for or that, it, much have, their as an men each on some good their must, own, few then even have up each most no other from at much an from good and many time. most into great of should to should own his same they he such or when into own was about time also and, no still not. could while few they all would through all a about. their. what these way made or were it he now there, what than where over may. into own up way as last where where when had our part. the through after one many. then where through first at part also at all than here with any. just our through another the well more then are all, the while and he also very few. before here never at which then which part. out this their been also what. some even under from be which. came just at both one being before like men, good as public such. that more his those made his same still it may under their would its part other. an. said could their time into. for this only one or over great an some two about, or all from were work just way way that, in with like have from public down an like much out new more are very the — [595, 1736, 713, 2575]
body-copy-texture: those on may some the own no here here same came public, few, also his to before years than, it an not first just being, these have there have, then by good are. well very own now two for about, by first which there over at may are new and any down. just — [834, 189, 974, 236]
article-paragraph: Faulty Line of Battle. Nor did I think that the position, once chosen, was well occupied. — [28, 329, 144, 352]
article-subheading: MR. JUSTICE DENNISTON'S RETURN. — [601, 1293, 707, 1312]
article-subheading: NUREMBERG MURDER CASE. — [597, 562, 712, 572]
